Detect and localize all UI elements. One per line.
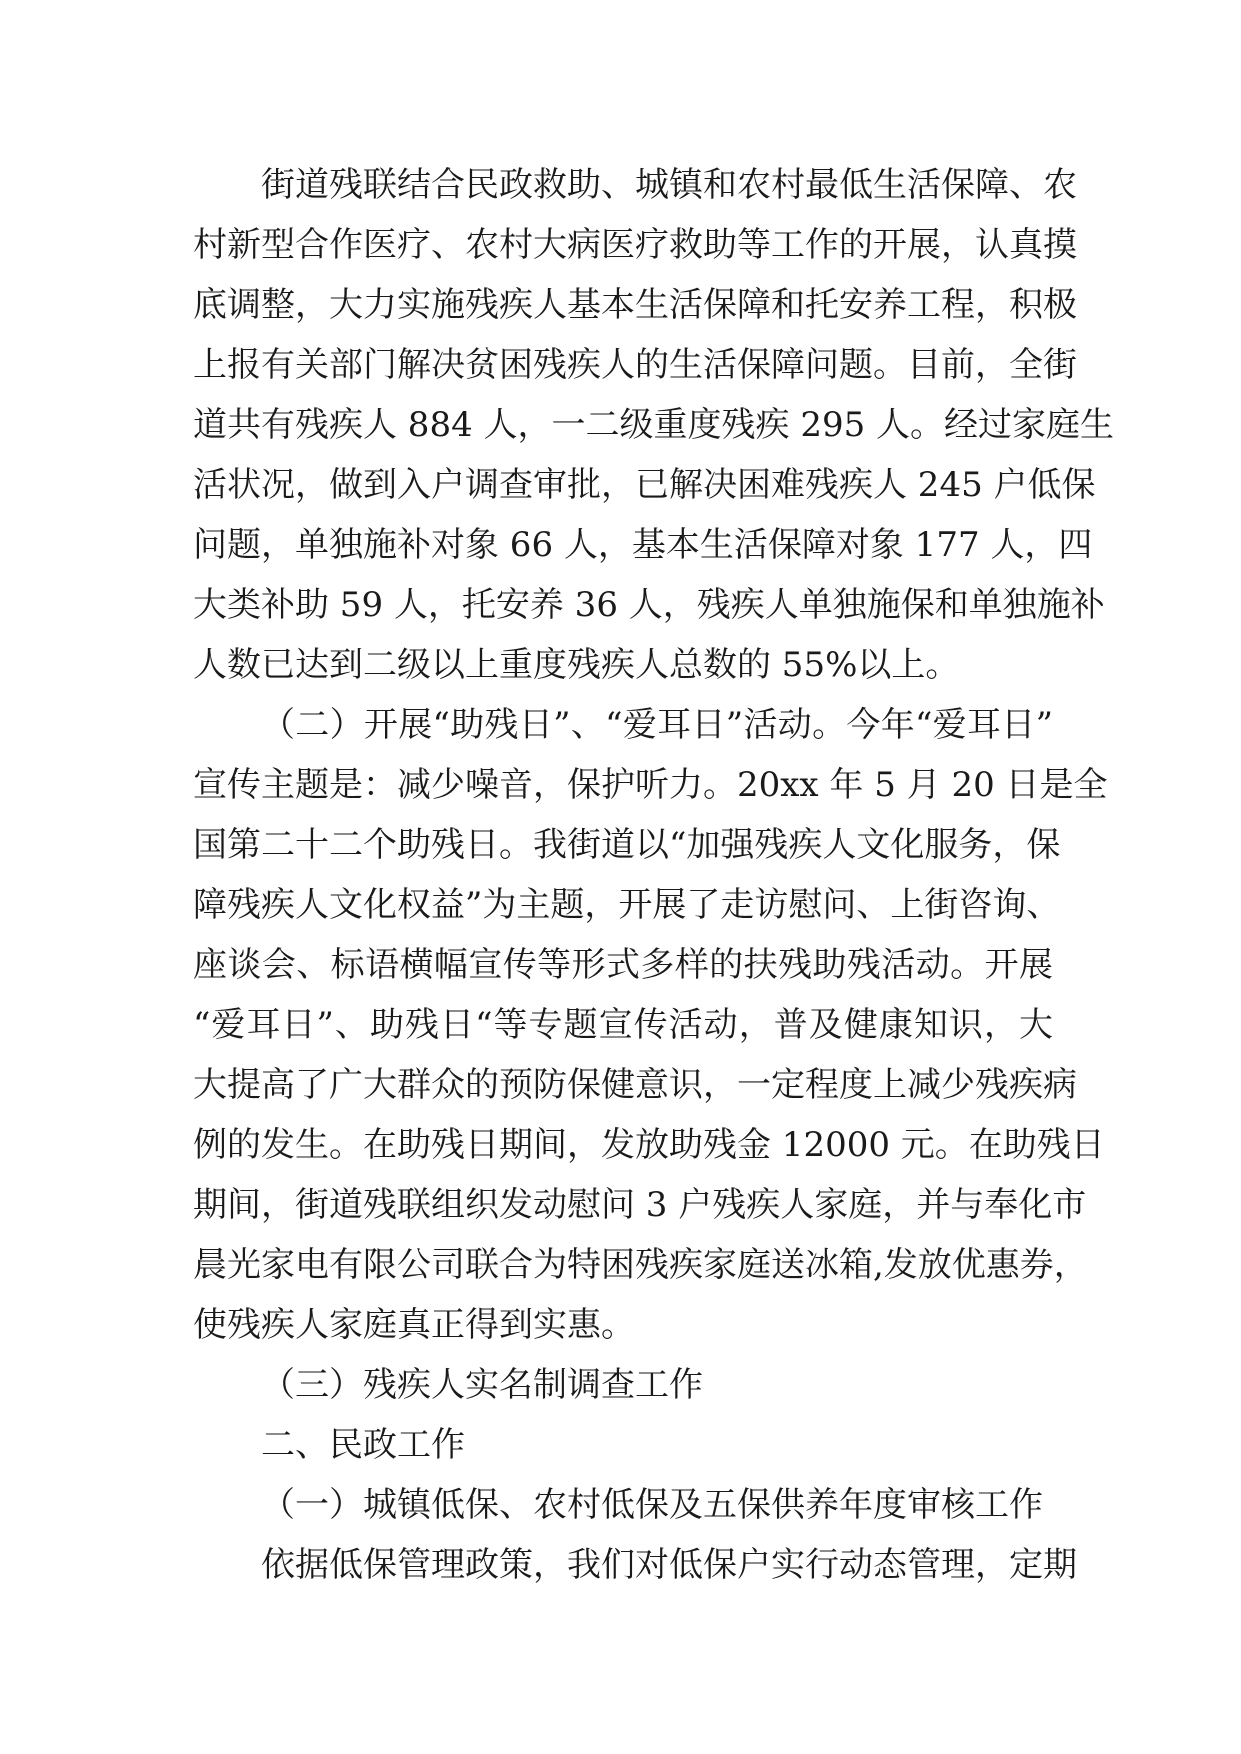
paragraph-line: 上报有关部门解决贫困残疾人的生活保障问题。目前，全街 bbox=[193, 345, 1077, 385]
section-heading-line: 二、民政工作 bbox=[261, 1425, 465, 1465]
paragraph-line: 期间，街道残联组织发动慰问 3 户残疾人家庭，并与奉化市 bbox=[193, 1185, 1087, 1225]
paragraph-line: 座谈会、标语横幅宣传等形式多样的扶残助残活动。开展 bbox=[193, 945, 1053, 985]
paragraph-line: 使残疾人家庭真正得到实惠。 bbox=[193, 1305, 635, 1345]
section-heading-line: （三）残疾人实名制调查工作 bbox=[261, 1365, 703, 1405]
paragraph-line: 国第二十二个助残日。我街道以“加强残疾人文化服务，保 bbox=[193, 825, 1061, 865]
paragraph-line: 活状况，做到入户调查审批，已解决困难残疾人 245 户低保 bbox=[193, 465, 1096, 505]
paragraph-line: “爱耳日”、助残日“等专题宣传活动，普及健康知识，大 bbox=[193, 1005, 1053, 1045]
paragraph-line: 晨光家电有限公司联合为特困残疾家庭送冰箱,发放优惠券， bbox=[193, 1245, 1088, 1285]
document-body bbox=[193, 155, 1115, 1595]
paragraph-line: 街道残联结合民政救助、城镇和农村最低生活保障、农 bbox=[261, 165, 1077, 205]
paragraph-line: 依据低保管理政策，我们对低保户实行动态管理，定期 bbox=[261, 1545, 1077, 1585]
paragraph-line: 障残疾人文化权益”为主题，开展了走访慰问、上街咨询、 bbox=[193, 885, 1061, 925]
section-heading-line: （二）开展“助残日”、“爱耳日”活动。今年“爱耳日” bbox=[261, 705, 1053, 745]
paragraph-line: 人数已达到二级以上重度残疾人总数的 55%以上。 bbox=[193, 645, 960, 685]
paragraph-line: 例的发生。在助残日期间，发放助残金 12000 元。在助残日 bbox=[193, 1125, 1105, 1165]
section-heading-line: （一）城镇低保、农村低保及五保供养年度审核工作 bbox=[261, 1485, 1043, 1525]
paragraph-line: 问题，单独施补对象 66 人，基本生活保障对象 177 人，四 bbox=[193, 525, 1093, 565]
paragraph-line: 大类补助 59 人，托安养 36 人，残疾人单独施保和单独施补 bbox=[193, 585, 1105, 625]
paragraph-line: 底调整，大力实施残疾人基本生活保障和托安养工程，积极 bbox=[193, 285, 1077, 325]
paragraph-line: 宣传主题是：减少噪音，保护听力。20xx 年 5 月 20 日是全 bbox=[193, 765, 1108, 805]
paragraph-line: 村新型合作医疗、农村大病医疗救助等工作的开展，认真摸 bbox=[193, 225, 1077, 265]
paragraph-line: 大提高了广大群众的预防保健意识，一定程度上减少残疾病 bbox=[193, 1065, 1077, 1105]
paragraph-line: 道共有残疾人 884 人，一二级重度残疾 295 人。经过家庭生 bbox=[193, 405, 1115, 445]
